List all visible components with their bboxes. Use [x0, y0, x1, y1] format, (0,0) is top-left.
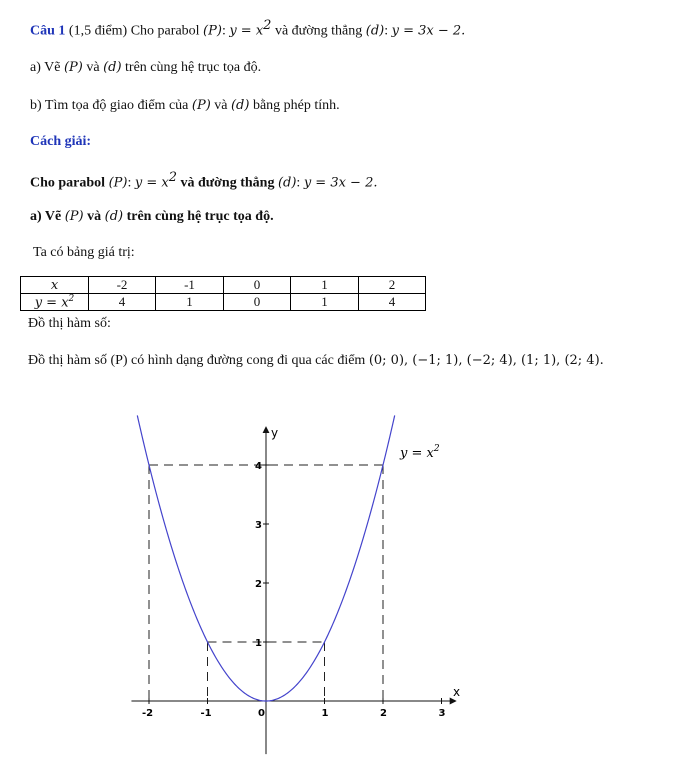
table-cell: 1 [156, 294, 224, 311]
part-b-suffix: bằng phép tính. [249, 98, 340, 113]
restate-a-prefix: a) Vẽ [30, 209, 65, 224]
table-cell: 1 [291, 277, 359, 294]
x-tick-label: 0 [258, 708, 265, 719]
question-p-exp: 2 [263, 18, 272, 33]
solution-heading: Cách giải: [30, 134, 92, 149]
restate-p: (P) [108, 175, 128, 191]
table-cell: 0 [224, 277, 291, 294]
question-colon: : [221, 23, 230, 39]
question-label: Câu 1 [30, 23, 66, 39]
series-label-base: y = x [400, 446, 434, 461]
x-tick-label: 3 [438, 708, 446, 719]
restate-a-mid: và [83, 209, 105, 224]
part-b-mid: và [210, 98, 231, 113]
question-d-name: (d) [365, 23, 385, 39]
part-b-p: (P) [191, 98, 211, 113]
table-cell: 1 [291, 294, 359, 311]
series-label-exp: 2 [433, 444, 440, 454]
table-intro: Ta có bảng giá trị: [33, 245, 135, 260]
part-a-mid: và [82, 60, 104, 75]
part-a-suffix: trên cùng hệ trục tọa độ. [121, 60, 262, 75]
table-cell: 0 [224, 294, 291, 311]
restate-exp: 2 [168, 170, 177, 185]
y-tick-label: 4 [255, 461, 262, 472]
restate-colon-2: : [296, 175, 304, 191]
part-b-prefix: b) Tìm tọa độ giao điểm của [30, 98, 192, 113]
graph-desc-text: Đồ thị hàm số (P) có hình dạng đường cong đi qua các điểm [28, 353, 369, 368]
restate-p-eq: y = x [134, 175, 169, 191]
restate-d-eq: y = 3x − 2. [303, 175, 378, 191]
restate-connector: và đường thẳng [176, 175, 278, 191]
restate-prefix: Cho parabol [30, 175, 109, 191]
x-axis-label: x [453, 685, 461, 699]
graph-label: Đồ thị hàm số: [28, 316, 111, 331]
question-points: (1,5 điểm) Cho parabol [65, 23, 204, 39]
x-tick-label: 1 [321, 708, 329, 719]
restate-colon: : [127, 175, 135, 191]
x-tick-label: -1 [200, 708, 212, 719]
x-tick-label: 2 [380, 708, 387, 719]
part-a-prefix: a) Vẽ [30, 60, 64, 75]
table-header-y-lhs: y = x [34, 295, 69, 311]
restate-a-d: (d) [104, 209, 124, 224]
restate-d: (d) [277, 175, 297, 191]
question-connector: và đường thẳng [271, 23, 366, 39]
restate-a-p: (P) [64, 209, 84, 224]
question-d-eq: y = 3x − 2. [391, 23, 466, 39]
graph-desc-points: (0; 0), (−1; 1), (−2; 4), (1; 1), (2; 4). [368, 353, 604, 368]
question-p-eq: y = x [229, 23, 264, 39]
y-axis-label: y [271, 426, 279, 440]
y-tick-label: 2 [255, 579, 262, 590]
part-a-d: (d) [103, 60, 122, 75]
table-header-y-exp: 2 [68, 294, 75, 304]
table-cell: -1 [156, 277, 224, 294]
y-tick-label: 1 [255, 638, 262, 649]
table-cell: 2 [359, 277, 426, 294]
table-cell: -2 [89, 277, 156, 294]
table-cell: 4 [359, 294, 426, 311]
axis-ticks [142, 461, 446, 719]
part-b-d: (d) [230, 98, 250, 113]
question-p-name: (P) [203, 23, 222, 39]
table-cell: 4 [89, 294, 156, 311]
series-label [399, 444, 440, 461]
question-colon-2: : [384, 23, 392, 39]
y-tick-label: 3 [255, 520, 262, 531]
restate-a-suffix: trên cùng hệ trục tọa độ. [123, 209, 274, 224]
x-tick-label: -2 [142, 708, 154, 719]
part-a-p: (P) [63, 60, 83, 75]
table-header-x: x [21, 277, 89, 294]
